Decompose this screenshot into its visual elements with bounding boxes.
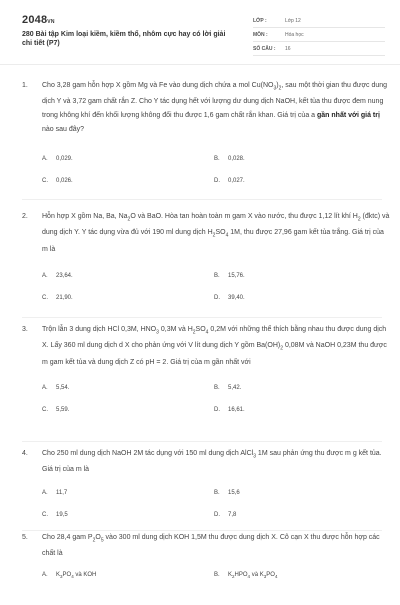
option-b[interactable]: B. 5,42. [214, 384, 242, 391]
site-logo[interactable]: 2048VN [22, 14, 55, 26]
document-header [0, 0, 400, 62]
option-b[interactable]: B. 0,028. [214, 156, 245, 163]
meta-row-subject [253, 28, 385, 42]
option-d[interactable]: D. 39,40. [214, 294, 245, 301]
option-a[interactable]: A. 0,029. [42, 156, 73, 163]
option-d[interactable]: D. 16,61. [214, 406, 245, 413]
question-text: Hỗn hợp X gồm Na, Ba, $Na_2O$ và BaO. Hòa tan hoàn toàn m gam X vào nước, thu được 1,12 lít khí $H_2$ (đktc) và dung dịch Y. Y tác dụng vừa đủ với 190 ml dung dịch $H_2SO_4$ 1M, thu được 27,96 gam kết tủa trắng. Giá trị của m là [42, 213, 390, 253]
divider [22, 317, 382, 318]
divider [22, 441, 382, 442]
option-a[interactable]: A. 11,7 [42, 490, 68, 497]
divider [22, 199, 382, 200]
question-number: 3. [22, 326, 28, 333]
option-b[interactable]: B. 15,6 [214, 490, 240, 497]
option-c[interactable]: C. 0,026. [42, 178, 73, 185]
meta-value: 16 [285, 45, 291, 52]
answer-options [42, 257, 390, 301]
question-3 [22, 323, 390, 414]
option-c[interactable]: C. 19,5 [42, 512, 68, 519]
option-d[interactable]: D. 7,8 [214, 512, 237, 519]
question-text: Cho 28,4 gam $P_2O_5$ vào 300 ml dung dịch KOH 1,5M thu được dung dịch X. Cô cạn X thu được hỗn hợp các chất là [42, 534, 380, 558]
question-number: 2. [22, 213, 28, 220]
option-b[interactable]: B. 15,76. [214, 272, 245, 279]
question-number: 4. [22, 450, 28, 457]
question-text: Cho 3,28 gam hỗn hợp X gồm Mg và Fe vào dung dịch chứa a mol $Cu(NO_3)_2$, sau một thời gian thu được dung dịch Y và 3,72 gam chất rắn Z. Cho Y tác dụng hết với lượng dư dung dịch NaOH, kết tủa thu được đem nung trong không khí đến khối lượng không đổi thu được 1,6 gam chất rắn khan. Giá trị của a gần nhất với giá trị nào sau đây? [42, 82, 388, 134]
meta-label: SỐ CÂU : [253, 45, 276, 52]
question-4 [22, 447, 390, 521]
meta-label: MÔN : [253, 31, 268, 38]
option-b[interactable]: B. $K_2HPO_4$ và $K_3PO_4$ [214, 572, 278, 580]
answer-options [42, 137, 390, 185]
question-number: 1. [22, 82, 28, 89]
meta-row-class [253, 14, 385, 28]
question-2 [22, 210, 390, 301]
option-c[interactable]: C. 21,90. [42, 294, 73, 301]
question-number: 5. [22, 534, 28, 541]
meta-label: LỚP : [253, 17, 267, 24]
question-text: Trộn lẫn 3 dung dịch HCl 0,3M, $HNO_3$ 0,3M và $H_2SO_4$ 0,2M với những thể thích bằng nhau thu được dung dịch X. Lấy 360 ml dung dịch d X cho phản ứng với V lít dung dịch Y gồm $Ba(OH)_2$ 0,08M và NaOH 0,23M thu được m gam kết tủa và dung dịch Z có pH = 2. Giá trị của m gần nhất với [42, 326, 387, 366]
meta-value: Lớp 12 [285, 17, 301, 24]
meta-row-question-count [253, 42, 385, 56]
option-c[interactable]: C. 5,59. [42, 406, 70, 413]
option-a[interactable]: A. 23,64. [42, 272, 73, 279]
answer-options [42, 561, 390, 605]
answer-options [42, 477, 390, 521]
option-d[interactable]: D. 0,027. [214, 178, 245, 185]
question-1 [22, 79, 390, 185]
question-5 [22, 531, 390, 605]
document-meta [253, 14, 385, 56]
question-text: Cho 250 ml dung dịch NaOH 2M tác dụng với 150 ml dung dịch AlCl$_3$ 1M sau phản ứng thu được m g kết tủa. Giá trị của m là [42, 450, 382, 474]
option-a[interactable]: A. 5,54. [42, 384, 70, 391]
option-a[interactable]: A. $K_3PO_4$ và KOH [42, 572, 97, 580]
question-list [0, 64, 400, 601]
meta-value: Hóa học [285, 31, 304, 38]
document-title: 280 Bài tập Kim loại kiềm, kiềm thổ, nhôm cực hay có lời giải chi tiết (P7) [22, 31, 226, 47]
answer-options [42, 370, 390, 414]
